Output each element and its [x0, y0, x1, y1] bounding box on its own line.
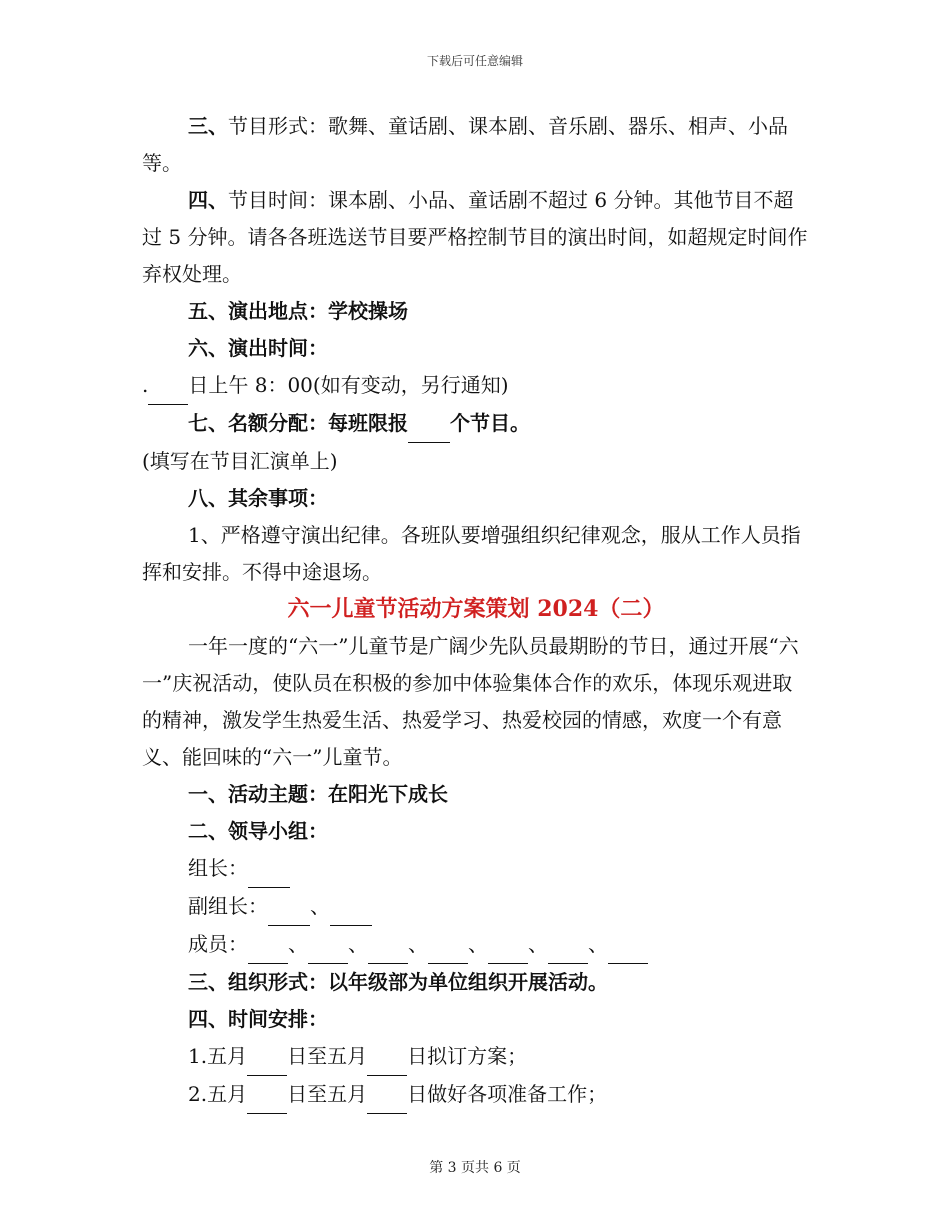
quota-prefix: 七、名额分配：每班限报 [188, 411, 408, 435]
separator: 、 [468, 932, 488, 956]
blank-field [308, 926, 348, 964]
blank-field [247, 1076, 287, 1114]
line-step-two [142, 1076, 810, 1114]
blank-field [488, 926, 528, 964]
time-prefix: . [142, 373, 149, 397]
vice-leader-label: 副组长： [188, 894, 268, 918]
members-label: 成员： [188, 932, 248, 956]
blank-field [608, 926, 648, 964]
blank-field [548, 926, 588, 964]
step-one-mid: 日至五月 [287, 1044, 368, 1068]
text-program-time: 节目时间：课本剧、小品、童话剧不超过 6 分钟。其他节目不超过 5 分钟。请各各班选送节目要严格控制节目的演出时间，如超规定时间作弃权处理。 [142, 188, 808, 286]
blank-field [247, 1038, 287, 1076]
heading-organization: 三、组织形式：以年级部为单位组织开展活动。 [188, 970, 608, 994]
separator: 、 [288, 932, 308, 956]
label-four: 四、 [188, 188, 228, 212]
step-two-end: 日做好各项准备工作； [407, 1082, 608, 1106]
heading-schedule: 四、时间安排： [188, 1007, 328, 1031]
step-one-end: 日拟订方案； [407, 1044, 528, 1068]
document-body [142, 108, 810, 1114]
blank-field [367, 1076, 407, 1114]
blank-field [428, 926, 468, 964]
leader-label: 组长： [188, 856, 248, 880]
step-two-mid: 日至五月 [287, 1082, 368, 1106]
paragraph-intro: 一年一度的“六一”儿童节是广阔少先队员最期盼的节日，通过开展“六一”庆祝活动，使队员在积极的参加中体验集体合作的欢乐，体现乐观进取的精神，激发学生热爱生活、热爱学习、热爱校园的情感，欢度一个有意义、能回味的“六一”儿童节。 [142, 634, 799, 769]
step-two-month: 五月 [207, 1082, 248, 1106]
heading-other-matters: 八、其余事项： [188, 486, 328, 510]
blank-field [330, 888, 372, 926]
heading-show-time: 六、演出时间： [188, 336, 328, 360]
blank-field [148, 367, 188, 405]
blank-field [367, 1038, 407, 1076]
page-header: 下载后可任意编辑 [426, 54, 523, 68]
separator: 、 [310, 894, 330, 918]
step-one-month: 五月 [207, 1044, 248, 1068]
paragraph-program-time [142, 182, 810, 293]
blank-field [248, 926, 288, 964]
heading-venue: 五、演出地点：学校操场 [188, 299, 408, 323]
paragraph-show-time-detail [142, 367, 810, 405]
blank-field [408, 405, 450, 443]
heading-theme: 一、活动主题：在阳光下成长 [188, 782, 448, 806]
separator: 、 [408, 932, 428, 956]
separator: 、 [348, 932, 368, 956]
text-program-format: 节目形式：歌舞、童话剧、课本剧、音乐剧、器乐、相声、小品等。 [142, 114, 788, 175]
page-footer: 第 3 页共 6 页 [429, 1160, 521, 1176]
step-two-number: 2. [188, 1082, 208, 1106]
step-one-number: 1. [188, 1044, 208, 1068]
quota-suffix: 个节目。 [450, 411, 530, 435]
blank-field [368, 926, 408, 964]
blank-field [248, 850, 290, 888]
label-three: 三、 [188, 114, 228, 138]
paragraph-fill-note: (填写在节目汇演单上) [142, 449, 338, 473]
line-vice-leader [142, 888, 810, 926]
separator: 、 [588, 932, 608, 956]
time-suffix: 日上午 8：00(如有变动，另行通知) [188, 373, 509, 397]
paragraph-rule-one: 1、严格遵守演出纪律。各班队要增强组织纪律观念，服从工作人员指挥和安排。不得中途退场。 [142, 523, 801, 584]
blank-field [268, 888, 310, 926]
line-step-one [142, 1038, 810, 1076]
line-members [142, 926, 810, 964]
separator: 、 [528, 932, 548, 956]
heading-quota [142, 405, 810, 443]
document-title: 六一儿童节活动方案策划 2024（二） [287, 596, 665, 622]
line-leader [142, 850, 810, 888]
paragraph-program-format [142, 108, 810, 182]
heading-leadership: 二、领导小组： [188, 819, 328, 843]
